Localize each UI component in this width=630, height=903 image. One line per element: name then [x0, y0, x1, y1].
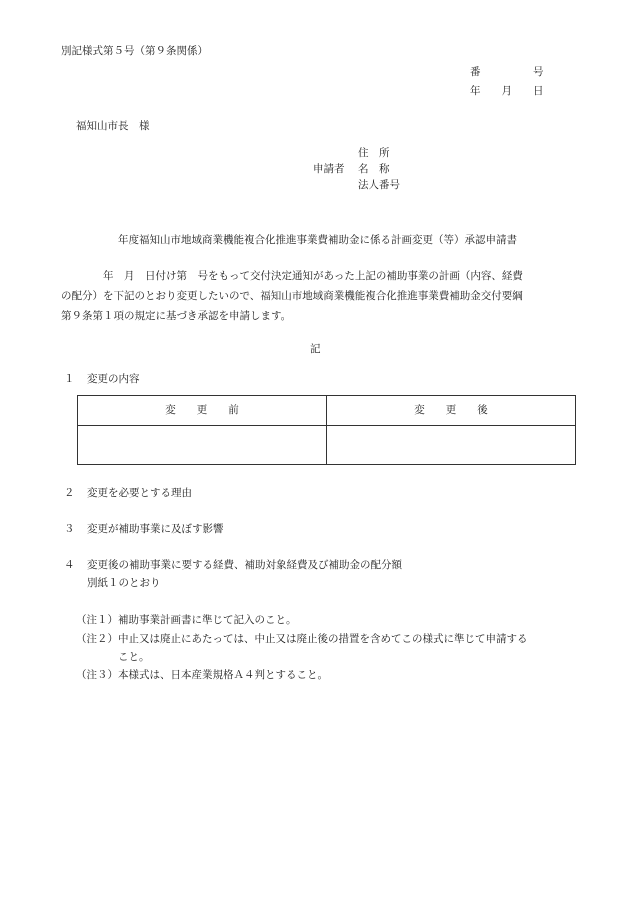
recipient: 福知山市長 様 — [76, 120, 150, 132]
change-before-header: 変 更 前 — [78, 396, 327, 426]
applicant-name-label: 名 称 — [358, 163, 390, 175]
item-2-number: ２ — [64, 487, 75, 499]
applicant-address-label: 住 所 — [358, 147, 390, 159]
body-line-2: の配分）を下記のとおり変更したいので、福知山市地域商業機能複合化推進事業費補助金交付要綱 — [61, 290, 523, 302]
note-1-text: 補助事業計画書に準じて記入のこと。 — [118, 614, 297, 626]
item-1-text: 変更の内容 — [87, 373, 140, 385]
item-1-number: １ — [64, 373, 75, 385]
item-2-text: 変更を必要とする理由 — [87, 487, 192, 499]
item-3-text: 変更が補助事業に及ぼす影響 — [87, 523, 224, 535]
ki-heading: 記 — [310, 343, 321, 355]
change-table — [77, 395, 576, 465]
document-number-label: 番 号 — [470, 66, 544, 78]
item-3-number: ３ — [64, 523, 75, 535]
date-label: 年 月 日 — [470, 85, 544, 97]
note-2-text-line-1: 中止又は廃止にあたっては、中止又は廃止後の措置を含めてこの様式に準じて申請する — [118, 633, 528, 645]
item-4-number: ４ — [64, 559, 75, 571]
note-2-label: （注２） — [76, 633, 118, 645]
note-3-label: （注３） — [76, 669, 118, 681]
note-1-label: （注１） — [76, 614, 118, 626]
document-title: 年度福知山市地域商業機能複合化推進事業費補助金に係る計画変更（等）承認申請書 — [118, 234, 517, 246]
applicant-role-label: 申請者 — [313, 163, 345, 175]
body-line-1: 年 月 日付け第 号をもって交付決定通知があった上記の補助事業の計画（内容、経費 — [61, 270, 523, 282]
change-before-value[interactable] — [78, 426, 327, 465]
body-line-3: 第９条第１項の規定に基づき承認を申請します。 — [61, 310, 292, 322]
item-4-subtext: 別紙１のとおり — [87, 577, 161, 589]
note-3-text: 本様式は、日本産業規格Ａ４判とすること。 — [118, 669, 328, 681]
note-2-text-line-2: こと。 — [118, 651, 150, 663]
change-after-header: 変 更 後 — [327, 396, 576, 426]
change-after-value[interactable] — [327, 426, 576, 465]
form-number: 別記様式第５号（第９条関係） — [61, 45, 208, 57]
applicant-corporate-number-label: 法人番号 — [358, 179, 400, 191]
item-4-text: 変更後の補助事業に要する経費、補助対象経費及び補助金の配分額 — [87, 559, 402, 571]
